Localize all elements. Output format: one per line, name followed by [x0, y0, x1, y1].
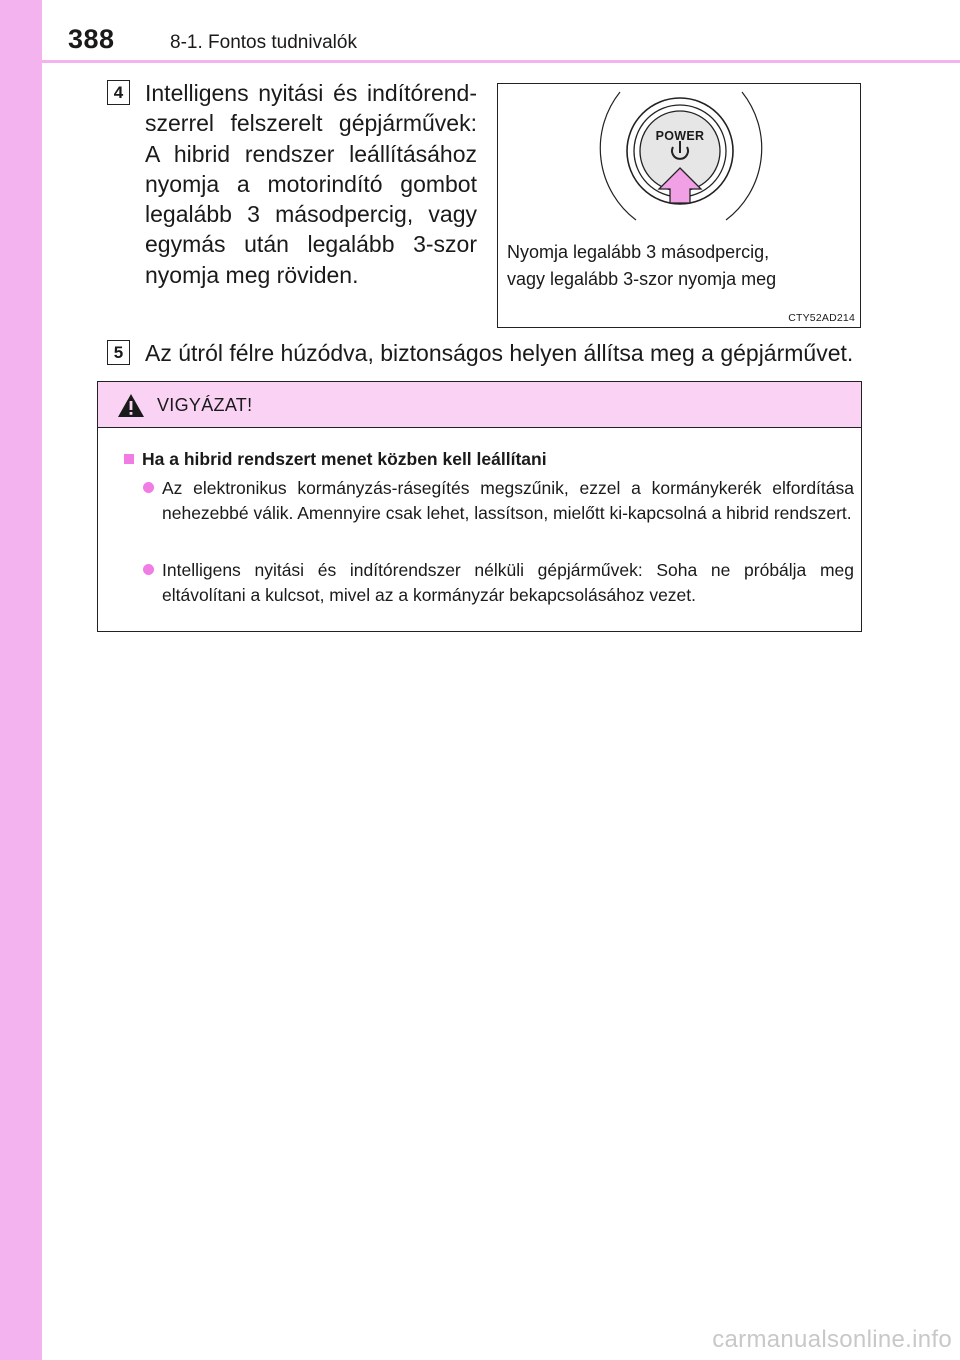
power-button-figure	[497, 83, 861, 328]
power-button-label: POWER	[655, 129, 705, 143]
warning-title: VIGYÁZAT!	[157, 395, 253, 415]
page-number: 388	[68, 24, 115, 54]
round-bullet-icon	[143, 564, 154, 575]
step-4-text: Intelligens nyitási és indítórend-szerrel felszerelt gépjárművek: A hibrid rendszer leállításához nyomja a motorindító gombot legalább 3 másodpercig, vagy egymás után legalább 3-szor nyomja meg röviden.	[145, 80, 477, 288]
figure-caption-line-1: Nyomja legalább 3 másodpercig,	[507, 242, 770, 262]
step-number-4: 4	[107, 80, 130, 105]
warning-item-text: Az elektronikus kormányzás-rásegítés megszűnik, ezzel a kormánykerék elfordítása nehezebbé válik. Amennyire csak lehet, lassítson, mielőtt ki-kapcsolná a hibrid rendszert.	[162, 478, 854, 523]
figure-caption-line-2: vagy legalább 3-szor nyomja meg	[507, 269, 777, 289]
header-divider	[42, 60, 960, 63]
warning-item-text: Intelligens nyitási és indítórendszer nélküli gépjárművek: Soha ne próbálja meg eltávolítani a kulcsot, mivel az a kormányzár bekapcsolásához vezet.	[162, 560, 854, 605]
round-bullet-icon	[143, 482, 154, 493]
step-5-text: Az útról félre húzódva, biztonságos helyen állítsa meg a gépjárművet.	[145, 340, 854, 366]
warning-item	[144, 558, 854, 607]
warning-item	[144, 476, 854, 525]
watermark: carmanualsonline.info	[712, 1326, 952, 1353]
figure-caption	[507, 239, 776, 293]
warning-triangle-icon	[117, 393, 145, 418]
warning-subheading-text: Ha a hibrid rendszert menet közben kell leállítani	[142, 449, 547, 469]
warning-box	[97, 381, 862, 632]
section-title: 8-1. Fontos tudnivalók	[170, 32, 357, 53]
figure-code: CTY52AD214	[788, 312, 855, 324]
warning-header	[98, 382, 861, 428]
warning-subheading	[124, 449, 547, 470]
side-color-strip	[0, 0, 42, 1360]
step-number-5: 5	[107, 340, 130, 365]
square-bullet-icon	[124, 454, 134, 464]
